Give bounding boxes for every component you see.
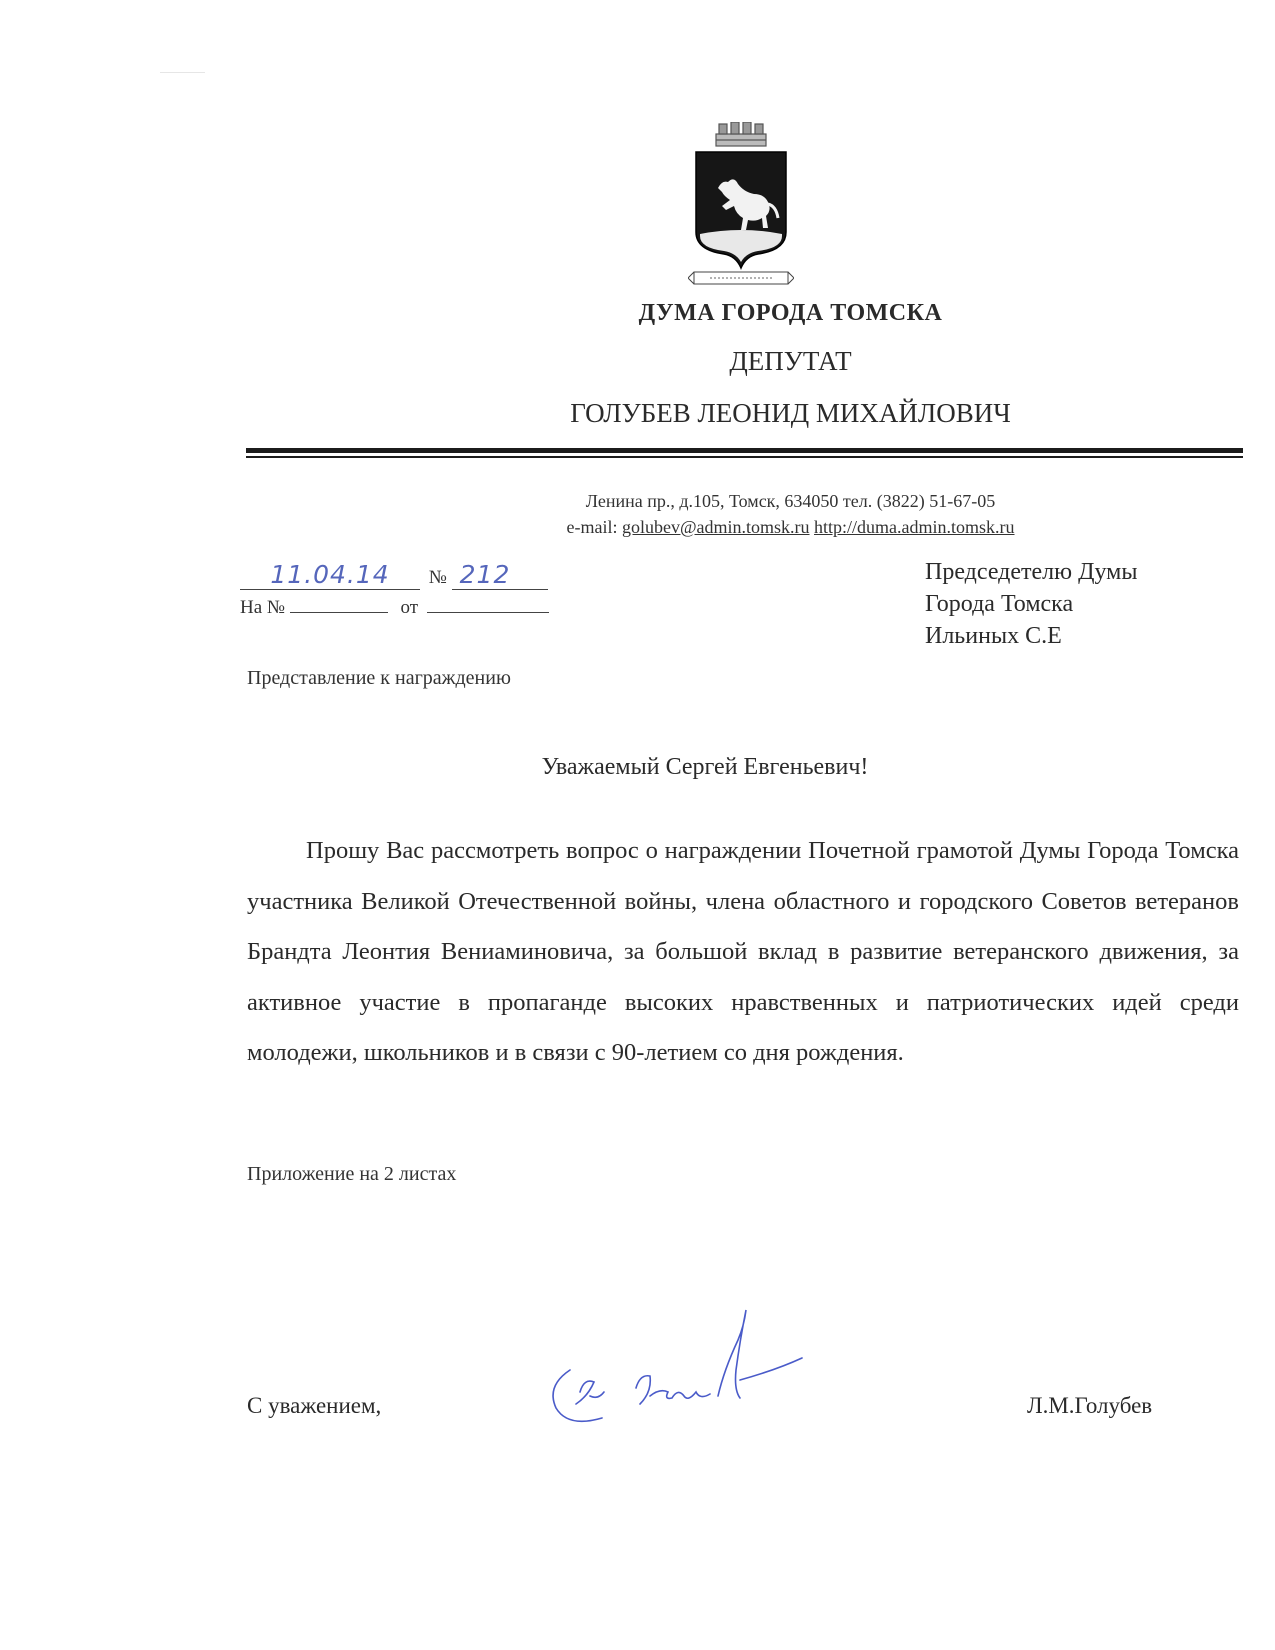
organization-name: ДУМА ГОРОДА ТОМСКА [638,300,943,326]
handwritten-number: 212 [459,560,511,589]
website-link[interactable]: http://duma.admin.tomsk.ru [814,517,1015,537]
deputy-name: ГОЛУБЕВ ЛЕОНИД МИХАЙЛОВИЧ [570,398,1011,428]
handwritten-date: 11.04.14 [270,560,390,589]
deputy-title: ДЕПУТАТ [729,346,852,376]
incoming-reference [240,597,549,619]
greeting: Уважаемый Сергей Евгеньевич! [541,754,869,780]
date-field [240,560,420,590]
scan-artifact [160,72,205,73]
closing-phrase: С уважением, [247,1393,382,1418]
reply-number-line [290,611,388,613]
number-label: № [428,567,447,588]
addressee-line-3: Ильиных С.Е [925,623,1062,649]
reply-date-label: от [400,597,419,618]
email-label: e-mail: [566,517,618,537]
outgoing-reference [240,560,548,590]
attachment-note: Приложение на 2 листах [247,1163,457,1185]
tomsk-coat-of-arms-icon [688,122,794,288]
letterhead-divider-thick [246,448,1243,453]
email-link[interactable]: golubev@admin.tomsk.ru [621,517,810,537]
letterhead-divider-thin [246,456,1243,458]
addressee-line-1: Председетелю Думы [925,559,1138,585]
letter-body: Прошу Вас рассмотреть вопрос о награждении Почетной грамотой Думы Города Томска участника Великой Отечественной войны, члена областного и городского Советов ветеранов Брандта Леонтия Вениаминовича, за большой вклад в развитие ветеранского движения, за активное участие в пропаганде высоких нравственных и патриотических идей среди молодежи, школьников и в связи с 90-летием со дня рождения. [247,837,1239,1066]
contact-links [153,517,1275,538]
signer-name: Л.М.Голубев [1027,1393,1153,1418]
handwritten-signature [540,1300,840,1430]
reply-date-line [427,611,549,613]
letter-subject: Представление к награждению [247,667,511,689]
number-field [452,560,548,590]
reply-number-label: На № [240,597,286,618]
addressee-line-2: Города Томска [925,591,1074,617]
contact-address: Ленина пр., д.105, Томск, 634050 тел. (3822) 51-67-05 [585,491,996,511]
